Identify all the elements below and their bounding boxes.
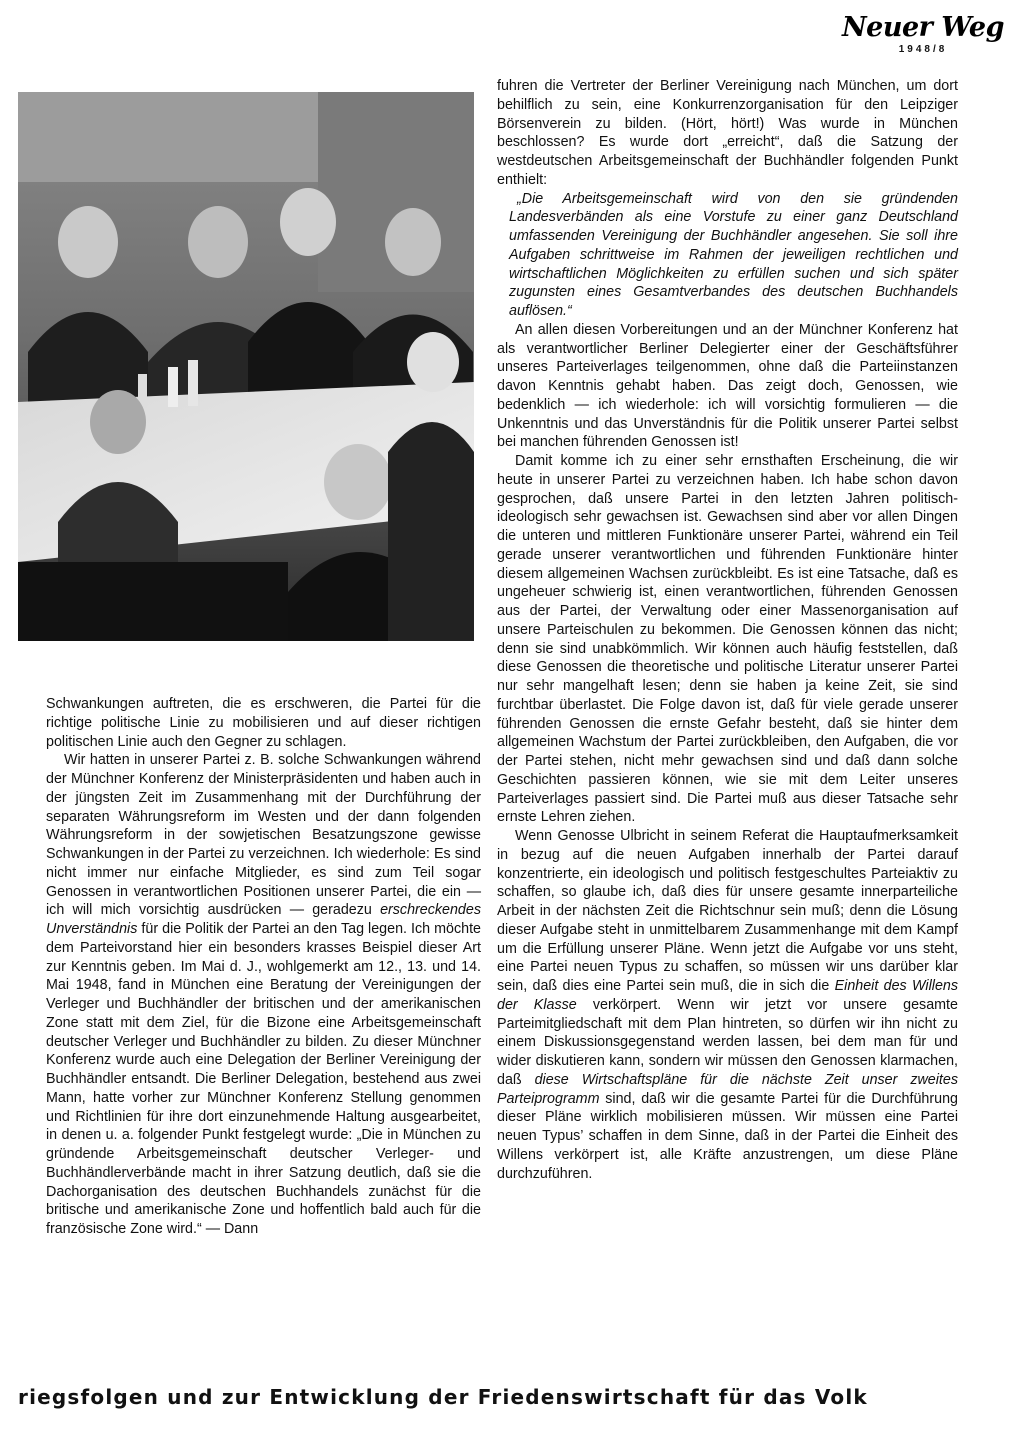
text-run: Wir hatten in unserer Partei z. B. solche Schwankungen während der Münchner Konferenz der Ministerpräsidenten und haben auch in der jüngsten Zeit im Zusammenhang mit der Durchführung der separaten Währungsreform im Westen und der dann folgenden Währungsreform in der sowjetischen Besatzungszone gewisse Schwankungen in der Partei zu verzeichnen. Ich wiederhole: Es sind nicht immer nur einfache Mitglieder, es sind zum Teil sogar Genossen in verantwortlichen Positionen unserer Partei, die ein — ich will mich vorsichtig ausdrücken — geradezu bbox=[46, 752, 481, 919]
text-run: Damit komme ich zu einer sehr ernsthaften Erscheinung, die wir heute in unserer Partei zu verzeichnen haben. Ich habe schon davon gesprochen, daß unsere Partei in den letzten Jahren politisch-ideologisch sehr gewachsen ist. Gewachsen sind aber vor allen Dingen die unteren und mittleren Funktionäre unserer Partei, während ein Teil gerade unserer verantwortlichen und führenden Funktionäre hinter diesem allgemeinen Wachsen zurückbleibt. Es ist eine Tatsache, daß es ungeheuer schwierig ist, einen verantwortlichen, führenden Genossen aus der Partei, der Verwaltung oder einer Massenorganisation auf unsere Parteischulen zu bekommen. Die Genossen können das nicht; denn sie sind unabkömmlich. Wir können auch häufig feststellen, daß diese Genossen die theoretische und politische Literatur unserer Partei nur sehr mangelhaft lesen; denn sie haben ja keine Zeit, sie sind furchtbar überlastet. Die Folge davon ist, daß für viele gerade unserer führenden Genossen die ernste Gefahr besteht, daß sie hinter dem allgemeinen Wachstum der Partei zurückbleiben, den Aufgaben, die vor der Partei stehen, nicht mehr gewachsen sind und daß dann solche Geschichten passieren können, wie sie mit dem Leiter unseres Parteiverlages passiert sind. Die Partei muß aus dieser Tatsache sehr ernste Lehren ziehen. bbox=[497, 453, 958, 826]
text-run: verkörpert. Wenn wir jetzt vor unsere gesamte Parteimitgliedschaft mit dem Plan hintreten, so dürfen wir ihn nicht zu einem Diskussionsgegenstand werden lassen, bei dem man für und wider diskutieren kann, sondern wir müssen den Genossen klarmachen, daß bbox=[497, 996, 958, 1088]
text-run: sind, daß wir die gesamte Partei für die Durchführung dieser Pläne wirklich mobilisieren müssen. Wir müssen eine Partei neuen Typus’ schaffen in dem Sinne, daß in der Partei die Einheit des Willens verkörpert ist, alle Kräfte anzustrengen, um diese Pläne durchzuführen. bbox=[497, 1090, 958, 1182]
paragraph bbox=[46, 751, 481, 1239]
masthead bbox=[838, 14, 1008, 55]
meeting-photograph bbox=[18, 92, 474, 641]
paragraph bbox=[46, 695, 481, 751]
text-run: fuhren die Vertreter der Berliner Vereinigung nach München, um dort behilflich zu sein, eine Konkurrenzorganisation für den Leipziger Börsenverein zu bilden. (Hört, hört!) Was wurde in München beschlossen? Es wurde dort „erreicht“, daß die Satzung der westdeutschen Arbeitsgemeinschaft der Buchhändler folgenden Punkt enthielt: bbox=[497, 78, 958, 188]
logo: Neuer Weg bbox=[842, 12, 1004, 43]
text-column-left bbox=[46, 695, 481, 1239]
paragraph bbox=[497, 77, 958, 190]
paragraph bbox=[497, 452, 958, 827]
emphasized-text: erschreckendes Unverständnis bbox=[46, 902, 481, 937]
text-run: Schwankungen auftreten, die es erschweren, die Partei für die richtige politische Linie zu mobilisieren und auf dieser richtigen politischen Linie auch den Gegner zu schlagen. bbox=[46, 696, 481, 750]
issue-number: 1948/8 bbox=[898, 44, 948, 55]
footer-banner: riegsfolgen und zur Entwicklung der Friedenswirtschaft für das Volk bbox=[18, 1385, 868, 1409]
photo-illustration bbox=[18, 92, 474, 641]
text-run: für die Politik der Partei an den Tag legen. Ich möchte dem Parteivorstand hier ein besonders krasses Beispiel dieser Art zur Kenntnis geben. Im Mai d. J., wohlgemerkt am 12., 13. und 14. Mai 1948, fand in München eine Beratung der Vereinigungen der Verleger und Buchhändler der britischen und der amerikanischen Zone statt mit dem Ziel, für die Bizone eine Arbeitsgemeinschaft deutscher Verleger und Buchhändler zu bilden. Zu dieser Münchner Konferenz wurde auch eine Delegation der Berliner Vereinigung der Buchhändler entsandt. Die Berliner Delegation, bestehend aus zwei Mann, hatte vorher zur Münchner Konferenz Stellung genommen und Richtlinien für ihre dort einzunehmende Haltung ausgearbeitet, in denen u. a. folgender Punkt festgelegt wurde: „Die in München zu gründende Arbeitsgemeinschaft deutscher Verleger- und Buchhändlerverbände macht in ihrer Satzung deutlich, daß sie die Dachorganisation des deutschen Buchhandels zunächst für die britische und amerikanische Zone und hoffentlich bald auch für die französische Zone wird.“ — Dann bbox=[46, 921, 481, 1237]
paragraph bbox=[497, 827, 958, 1183]
paragraph bbox=[497, 190, 958, 321]
text-column-right bbox=[497, 77, 958, 1183]
paragraph bbox=[497, 321, 958, 452]
emphasized-text: diese Wirtschaftspläne für die nächste Zeit unser zweites Parteiprogramm bbox=[497, 1071, 958, 1107]
text-run: An allen diesen Vorbereitungen und an der Münchner Konferenz hat als verantwortlicher Berliner Delegierter einer der Geschäftsführer unseres Parteiverlages teilgenommen, ohne daß die Parteiinstanzen davon Kenntnis gehabt haben. Das zeigt doch, Genossen, wie bedenklich — ich wiederhole: ich will vorsichtig formulieren — die Unkenntnis und das Unverständnis für die Politik unserer Partei selbst bei manchen führenden Genossen ist! bbox=[497, 321, 958, 451]
text-run: Wenn Genosse Ulbricht in seinem Referat die Hauptaufmerksamkeit in bezug auf die neuen Aufgaben innerhalb der Partei darauf konzentrierte, ein ideologisch und politisch festgeschultes Parteiaktiv zu schaffen, so glaube ich, daß dies für unsere gesamte innerparteiliche Arbeit in der nächsten Zeit die Richtschnur sein muß; denn die Lösung dieser Aufgabe steht in unmittelbarem Zusammenhange mit dem Kampf um die Erfüllung unserer Pläne. Wenn jetzt die Aufgabe vor uns steht, eine Partei neuen Typus zu schaffen, so müssen wir uns darüber klar sein, daß dies eine Partei sein muß, die in sich die bbox=[497, 828, 958, 994]
emphasized-text: Einheit des Willens der Klasse bbox=[497, 978, 958, 1013]
emphasized-text: „Die Arbeitsgemeinschaft wird von den sie gründenden Landesverbänden als eine Vorstufe zu einer ganz Deutschland umfassenden Vereinigung der Buchhändler angesehen. Sie soll ihre Aufgaben schrittweise im Rahmen der jeweiligen rechtlichen und wirtschaftlichen Möglichkeiten zu erfüllen suchen und sich später zugunsten eines Gesamtverbandes des deutschen Buchhandels auflösen.“ bbox=[509, 190, 958, 319]
